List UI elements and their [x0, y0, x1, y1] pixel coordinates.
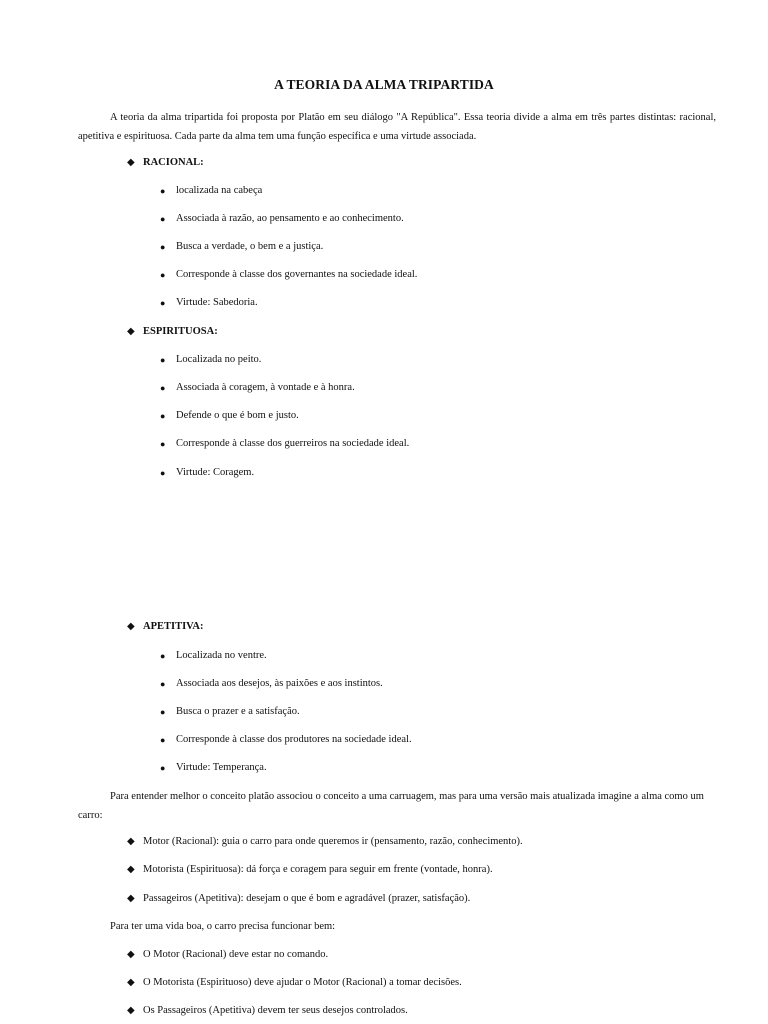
list-item: Associada aos desejos, às paixões e aos instintos.: [176, 678, 383, 689]
diamond-bullet-icon: ◆: [127, 621, 135, 632]
diamond-bullet-icon: ◆: [127, 977, 135, 988]
round-bullet-icon: ●: [160, 679, 166, 689]
round-bullet-icon: ●: [160, 270, 166, 280]
list-item: Corresponde à classe dos guerreiros na sociedade ideal.: [176, 438, 410, 449]
diamond-bullet-icon: ◆: [127, 1005, 135, 1016]
round-bullet-icon: ●: [160, 651, 166, 661]
list-item: Corresponde à classe dos produtores na sociedade ideal.: [176, 734, 412, 745]
round-bullet-icon: ●: [160, 468, 166, 478]
diamond-bullet-icon: ◆: [127, 836, 135, 847]
list-item: Virtude: Sabedoria.: [176, 297, 258, 308]
round-bullet-icon: ●: [160, 763, 166, 773]
list-item: Busca o prazer e a satisfação.: [176, 706, 300, 717]
diamond-bullet-icon: ◆: [127, 893, 135, 904]
diamond-bullet-icon: ◆: [127, 864, 135, 875]
analogy-paragraph: Para entender melhor o conceito platão associou o conceito a uma carruagem, mas para uma versão mais atualizada imagine a alma como um carro:: [78, 791, 704, 821]
page-title: A TEORIA DA ALMA TRIPARTIDA: [274, 77, 494, 92]
list-item: Corresponde à classe dos governantes na sociedade ideal.: [176, 269, 418, 280]
list-item: Defende o que é bom e justo.: [176, 410, 299, 421]
intro-paragraph: A teoria da alma tripartida foi proposta por Platão em seu diálogo "A República". Essa teoria divide a alma em três partes distintas: racional, apetitiva e espirituosa. Cada parte da alma tem uma função específica e uma virtude associada.: [78, 112, 716, 142]
round-bullet-icon: ●: [160, 214, 166, 224]
good-life-paragraph: Para ter uma vida boa, o carro precisa funcionar bem:: [110, 921, 336, 932]
list-item: Busca a verdade, o bem e a justiça.: [176, 241, 324, 252]
diamond-bullet-icon: ◆: [127, 326, 135, 337]
diamond-bullet-icon: ◆: [127, 157, 135, 168]
list-item: Virtude: Coragem.: [176, 467, 255, 478]
section-heading-racional: RACIONAL:: [143, 157, 204, 168]
list-item: localizada na cabeça: [176, 185, 263, 196]
round-bullet-icon: ●: [160, 735, 166, 745]
list-item: Virtude: Temperança.: [176, 762, 267, 773]
round-bullet-icon: ●: [160, 707, 166, 717]
list-item: O Motorista (Espirituoso) deve ajudar o Motor (Racional) a tomar decisões.: [143, 977, 462, 988]
list-item: Motor (Racional): guia o carro para onde queremos ir (pensamento, razão, conhecimento).: [143, 836, 523, 847]
section-heading-espirituosa: ESPIRITUOSA:: [143, 326, 218, 337]
round-bullet-icon: ●: [160, 355, 166, 365]
round-bullet-icon: ●: [160, 298, 166, 308]
list-item: Os Passageiros (Apetitiva) devem ter seus desejos controlados.: [143, 1005, 408, 1016]
list-item: Passageiros (Apetitiva): desejam o que é bom e agradável (prazer, satisfação).: [143, 893, 471, 904]
round-bullet-icon: ●: [160, 439, 166, 449]
round-bullet-icon: ●: [160, 383, 166, 393]
list-item: Associada à coragem, à vontade e à honra.: [176, 382, 355, 393]
list-item: Localizada no peito.: [176, 354, 262, 365]
section-heading-apetitiva: APETITIVA:: [143, 621, 204, 632]
list-item: O Motor (Racional) deve estar no comando.: [143, 949, 329, 960]
round-bullet-icon: ●: [160, 411, 166, 421]
round-bullet-icon: ●: [160, 186, 166, 196]
round-bullet-icon: ●: [160, 242, 166, 252]
list-item: Motorista (Espirituosa): dá força e coragem para seguir em frente (vontade, honra).: [143, 864, 493, 875]
list-item: Localizada no ventre.: [176, 650, 267, 661]
list-item: Associada à razão, ao pensamento e ao conhecimento.: [176, 213, 404, 224]
diamond-bullet-icon: ◆: [127, 949, 135, 960]
